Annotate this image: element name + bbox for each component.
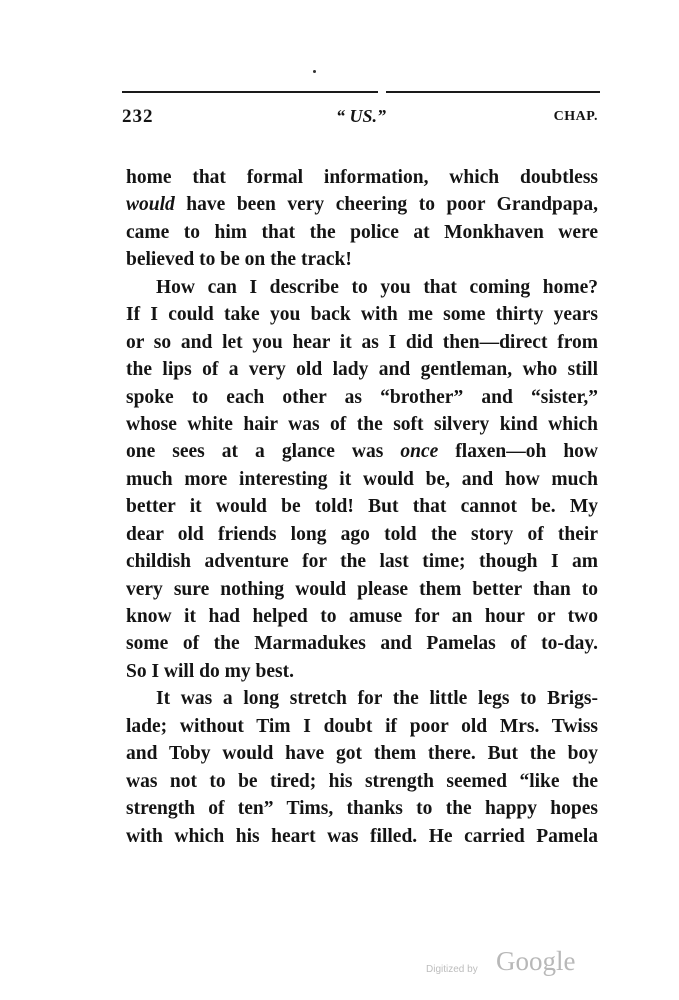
- text-line: very sure nothing would please them better than to: [126, 578, 598, 600]
- text-segment: flaxen—oh how: [438, 441, 598, 463]
- text-line: know it had helped to amuse for an hour or two: [126, 606, 598, 627]
- text-line: [126, 438, 598, 465]
- body-text: [126, 164, 598, 850]
- text-line: So I will do my best.: [126, 660, 294, 682]
- text-line: whose white hair was of the soft silvery kind which: [126, 413, 598, 435]
- google-logo: Google: [496, 946, 576, 976]
- text-line: childish adventure for the last time; though I am: [126, 551, 598, 573]
- chapter-label: CHAP.: [553, 109, 598, 124]
- text-line: and Toby would have got them there. But the boy: [126, 743, 598, 765]
- text-line: much more interesting it would be, and how much: [126, 468, 598, 490]
- page-speck: [313, 70, 316, 73]
- text-line: with which his heart was filled. He carried Pamela: [126, 825, 598, 847]
- digitized-watermark: [426, 946, 586, 986]
- emphasized-word: would: [126, 194, 175, 216]
- text-line: dear old friends long ago told the story of their: [126, 523, 598, 545]
- text-line: lade; without Tim I doubt if poor old Mrs. Twiss: [126, 715, 598, 737]
- text-segment: have been very cheering to poor Grandpapa,: [174, 194, 598, 216]
- text-line: or so and let you hear it as I did then—direct from: [126, 331, 598, 353]
- emphasized-word: once: [400, 441, 439, 463]
- text-line: home that formal information, which doubtless: [126, 167, 598, 188]
- text-line: was not to be tired; his strength seemed “like the: [126, 770, 598, 792]
- text-line: the lips of a very old lady and gentleman, who still: [126, 359, 598, 381]
- text-line: better it would be told! But that cannot be. My: [126, 496, 598, 518]
- text-segment: one sees at a glance was: [126, 441, 401, 463]
- header-rule-left: [122, 91, 378, 93]
- digitized-by-label: Digitized by: [426, 964, 478, 975]
- text-line: spoke to each other as “brother” and “sister,”: [126, 386, 598, 408]
- page-number: 232: [122, 106, 154, 127]
- running-header: [122, 106, 600, 130]
- text-line: If I could take you back with me some thirty years: [126, 304, 598, 326]
- header-rule-right: [386, 91, 600, 93]
- text-line: some of the Marmadukes and Pamelas of to-day.: [126, 633, 598, 655]
- text-line: believed to be on the track!: [126, 249, 352, 271]
- text-line: It was a long stretch for the little legs to Brigs-: [156, 688, 598, 710]
- text-line: [126, 191, 598, 218]
- text-line: came to him that the police at Monkhaven were: [126, 221, 598, 243]
- running-title: “ US.”: [335, 106, 386, 126]
- text-line: How can I describe to you that coming home?: [156, 276, 598, 298]
- text-line: strength of ten” Tims, thanks to the happy hopes: [126, 798, 598, 820]
